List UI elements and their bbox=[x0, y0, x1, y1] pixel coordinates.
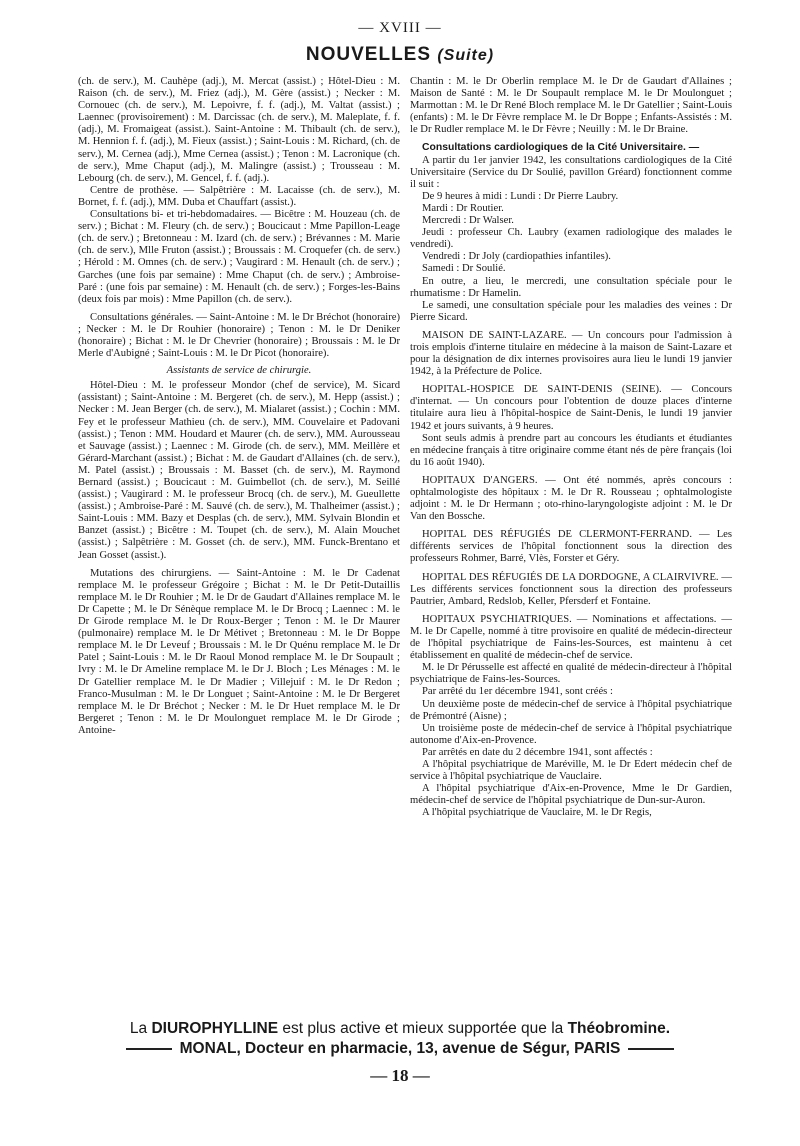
paragraph: Chantin : M. le Dr Oberlin remplace M. le Dr de Gaudart d'Allaines ; Maison de Santé : M. le Dr Soupault remplace M. le Dr Moulonguet ; Marmottan : M. le Dr René Bloch remplace M. le Dr Gatellier ; Saint-Louis (enfants) : M. le Dr Fèvre remplace M. le Dr Boppe ; Enfants-Assistés : M. le Dr Rudler remplace M. le Dr Fèvre ; Neuilly : M. le Dr Braine. bbox=[410, 76, 732, 136]
paragraph: HOPITAL DES RÉFUGIÉS DE CLERMONT-FERRAND. — Les différents services de l'hôpital fonctionnent sous la direction des professeurs Rohmer, Barré, Vlès, Forster et Géry. bbox=[410, 529, 732, 565]
paragraph: Centre de prothèse. — Salpêtrière : M. Lacaisse (ch. de serv.), M. Bornet, f. f. (adj.), MM. Duba et Chauffart (assist.). bbox=[78, 184, 400, 208]
ad-address: MONAL, Docteur en pharmacie, 13, avenue de Ségur, PARIS bbox=[179, 1040, 621, 1057]
paragraph: A l'hôpital psychiatrique d'Aix-en-Provence, Mme le Dr Gardien, médecin-chef de service de l'hôpital psychiatrique de Dun-sur-Auron. bbox=[410, 783, 732, 807]
paragraph: Mutations des chirurgiens. — Saint-Antoine : M. le Dr Cadenat remplace M. le professeur Grégoire ; Bichat : M. le Dr Petit-Dutaillis remplace M. le Dr Rouhier ; M. le Dr de Gaudart d'Allaines remplace M. le Dr Capette ; M. le Dr Sénèque remplace M. le Dr Brocq ; Laennec : M. le Dr Girode remplace M. le Dr Roux-Berger ; Tenon : M. le Dr Maurer (pulmonaire) remplace M. le Dr Métivet ; Bretonneau : M. le Dr Boppe remplace M. le Dr Leveuf ; Broussais : M. le Dr Quénu remplace M. le Dr Patel ; Saint-Louis : M. le Dr Raoul Monod remplace M. le Dr Soupault ; Ivry : M. le Dr Ameline remplace M. le Dr J. Bloch ; Les Ménages : M. le Dr Gatellier remplace M. le Dr Madier ; Villejuif : M. le Dr Redon ; Franco-Musulman : M. le Dr Longuet ; Saint-Antoine : M. le Dr Bergeret remplace M. le Dr Bréchot ; Necker : M. le Dr Huet remplace M. le Dr Bergeret ; Tenon : M. le Dr Moulonguet remplace M. le Dr Girode ; Antoine- bbox=[78, 567, 400, 736]
paragraph: Hôtel-Dieu : M. le professeur Mondor (chef de service), M. Sicard (assistant) ; Saint-Antoine : M. Bergeret (ch. de serv.), M. Hepp (assist.) ; Necker : M. Jean Berger (ch. de serv.), M. Mialaret (assist.) ; Cochin : MM. Fey et le professeur Mathieu (ch. de serv.), MM. Couvelaire et Padovani (assist.) ; Tenon : MM. Houdard et Maurer (ch. de serv.), MM. Aurousseau et Sauvage (assist.) ; Laennec : M. Girode (ch. de serv.), MM. Meillère et Gérard-Marchant (assist.) ; Bichat : M. de Gaudart d'Allaines (ch. de serv.), M. Patel (assist.) ; Broussais : M. Basset (ch. de serv.), M. Raymond Bernard (assist.) ; Boucicaut : M. Guimbellot (ch. de serv.), M. Seillé (assist.) ; Vaugirard : M. le professeur Brocq (ch. de serv.), M. Gueullette (assist.) ; Ambroise-Paré : M. Sauvé (ch. de serv.), M. Thalheimer (assist.) ; Saint-Louis : MM. Bazy et Desplas (ch. de serv.), MM. Sylvain Blondin et Banzet (assist.) ; Bicêtre : M. Toupet (ch. de serv.), M. Alain Mouchet (assist.) ; Salpêtrière : M. Gosset (ch. de serv.), MM. Funck-Brentano et Jean Gosset (assist.). bbox=[78, 380, 400, 561]
paragraph: (ch. de serv.), M. Cauhèpe (adj.), M. Mercat (assist.) ; Hôtel-Dieu : M. Raison (ch. de serv.), M. Friez (adj.), M. Gère (assist.) ; Necker : M. Cornouec (ch. de serv.), M. Lepoivre, f. f. (adj.), M. Valtat (assist.) ; Laennec (provisoirement) : M. Darcissac (ch. de serv.), M. Maleplate, f. f. (adj.), M. Fromaigeat (assist.). Saint-Antoine : M. Thibault (ch. de serv.), M. Hennion f. f. (adj.), M. Fieux (assist.) ; Saint-Louis : M. Richard, (ch. de serv.), M. Cernea (adj.), Mme Cernea (assist.) ; Tenon : M. Lacronique (ch. de serv.), Mme Chaput (adj.), M. Malingre (assist.) ; Trousseau : M. Lebourg (ch. de serv.), M. Gencel, f. f. (adj.). bbox=[78, 76, 400, 184]
ad-text: La bbox=[129, 1020, 152, 1037]
schedule-line: Vendredi : Dr Joly (cardiopathies infantiles). bbox=[422, 251, 611, 263]
schedule-line: Mardi : Dr Routier. bbox=[422, 202, 504, 214]
left-column bbox=[78, 76, 400, 737]
advertisement-line-2 bbox=[0, 1040, 800, 1058]
paragraph: HOPITAL-HOSPICE DE SAINT-DENIS (SEINE). — Concours d'internat. — Un concours pour l'obtention de douze places d'interne titulaire aura lieu à l'hôpital-hospice de Saint-Denis, le lundi 19 janvier 1942 et jours suivants, à 9 heures. bbox=[410, 384, 732, 432]
advertisement-line-1 bbox=[0, 1020, 800, 1038]
schedule-line: Mercredi : Dr Walser. bbox=[422, 215, 514, 227]
paragraph: Consultations générales. — Saint-Antoine : M. le Dr Bréchot (honoraire) ; Necker : M. le Dr Rouhier (honoraire) ; Tenon : M. le Dr Deniker (honoraire) ; Bichat : M. le Dr Chevrier (honoraire) ; Broussais : M. le Dr Merle d'Aubigné ; Saint-Louis : M. le Dr Picot (honoraire). bbox=[78, 311, 400, 360]
paragraph: En outre, a lieu, le mercredi, une consultation spéciale pour le rhumatisme : Dr Hamelin. bbox=[410, 275, 732, 299]
paragraph: HOPITAL DES RÉFUGIÉS DE LA DORDOGNE, A CLAIRVIVRE. — Les différents services fonctionnent sous la direction des professeurs Pautrier, Ambard, Redslob, Keller, Pfersderf et Fontaine. bbox=[410, 571, 732, 607]
divider bbox=[126, 1048, 172, 1050]
ad-text: est plus active et mieux supportée que la bbox=[278, 1020, 568, 1037]
paragraph: Par arrêtés en date du 2 décembre 1941, sont affectés : bbox=[422, 746, 653, 758]
paragraph: A l'hôpital psychiatrique de Vauclaire, M. le Dr Regis, bbox=[422, 807, 652, 819]
ad-brand: DIUROPHYLLINE bbox=[151, 1020, 279, 1037]
paragraph: M. le Dr Pérusselle est affecté en qualité de médecin-directeur à l'hôpital psychiatrique de Fains-les-Sources. bbox=[410, 662, 732, 686]
roman-page-number: — XVIII — bbox=[358, 20, 442, 36]
page-title bbox=[0, 44, 800, 66]
paragraph: MAISON DE SAINT-LAZARE. — Un concours pour l'admission à trois emplois d'interne titulaire en médecine à la maison de Saint-Lazare et pour la désignation de dix internes provisoires aura lieu le lundi 19 janvier 1942, à la Préfecture de Police. bbox=[410, 329, 732, 378]
paragraph: A l'hôpital psychiatrique de Maréville, M. le Dr Edert médecin chef de service à l'hôpital psychiatrique de Vauclaire. bbox=[410, 758, 732, 783]
paragraph: Un deuxième poste de médecin-chef de service à l'hôpital psychiatrique de Prémontré (Aisne) ; bbox=[410, 698, 732, 722]
schedule-line: De 9 heures à midi : Lundi : Dr Pierre Laubry. bbox=[422, 190, 619, 202]
paragraph: Un troisième poste de médecin-chef de service à l'hôpital psychiatrique autonome d'Aix-en-Provence. bbox=[410, 722, 732, 746]
paragraph: A partir du 1er janvier 1942, les consultations cardiologiques de la Cité Universitaire (Service du Dr Soulié, pavillon Gréard) fonctionnent comme il suit : bbox=[410, 154, 732, 190]
right-column bbox=[410, 76, 732, 819]
ad-brand: Théobromine. bbox=[567, 1020, 671, 1037]
paragraph: Le samedi, une consultation spéciale pour les maladies des veines : Dr Pierre Sicard. bbox=[410, 299, 732, 323]
schedule-line: Samedi : Dr Soulié. bbox=[422, 263, 506, 275]
paragraph: HOPITAUX PSYCHIATRIQUES. — Nominations et affectations. — M. le Dr Capelle, nommé à titre provisoire en qualité de médecin-directeur de l'hôpital psychiatrique de Fains-les-Sources, est maintenu à cet établissement en qualité de médecin-chef de service. bbox=[410, 613, 732, 662]
divider bbox=[628, 1048, 674, 1050]
section-subheading: Assistants de service de chirurgie. bbox=[166, 365, 312, 377]
page-number: — 18 — bbox=[370, 1066, 430, 1085]
title-text: NOUVELLES bbox=[305, 44, 432, 65]
schedule-line: Jeudi : professeur Ch. Laubry (examen radiologique des malades le vendredi). bbox=[410, 227, 732, 251]
paragraph: Consultations bi- et tri-hebdomadaires. — Bicêtre : M. Houzeau (ch. de serv.) ; Bichat : M. Fleury (ch. de serv.) ; Boucicaut : Mme Papillon-Leage (ch. de serv.) ; Bretonneau : M. Izard (ch. de serv.) ; Brévannes : M. Marie (ch. de serv.), Mlle Fruton (assist.) ; Broussais : M. Croquefer (ch. de serv.) ; Hérold : M. Omnes (ch. de serv.) ; Vaugirard : M. Henault (ch. de serv.) ; Garches (une fois par semaine) : Mme Chaput (ch. de serv.) ; Ambroise-Paré : (une fois par semaine) : M. Henault (ch. de serv.) ; Forges-les-Bains (deux fois par mois) : Mme Papillon (ch. de serv.). bbox=[78, 209, 400, 305]
title-suite: (Suite) bbox=[437, 47, 495, 64]
paragraph: Par arrêté du 1er décembre 1941, sont créés : bbox=[422, 686, 613, 698]
section-heading: Consultations cardiologiques de la Cité Universitaire. — bbox=[422, 142, 700, 154]
paragraph: Sont seuls admis à prendre part au concours les étudiants et étudiantes en médecine français à titre originaire comme étant nés de père français (loi du 16 août 1940). bbox=[410, 432, 732, 468]
paragraph: HOPITAUX D'ANGERS. — Ont été nommés, après concours : ophtalmologiste des hôpitaux : M. le Dr R. Rousseau ; ophtalmologiste adjoint : M. le Dr Hermann ; oto-rhino-laryngologiste adjoint : M. le Dr Van den Bossche. bbox=[410, 474, 732, 523]
